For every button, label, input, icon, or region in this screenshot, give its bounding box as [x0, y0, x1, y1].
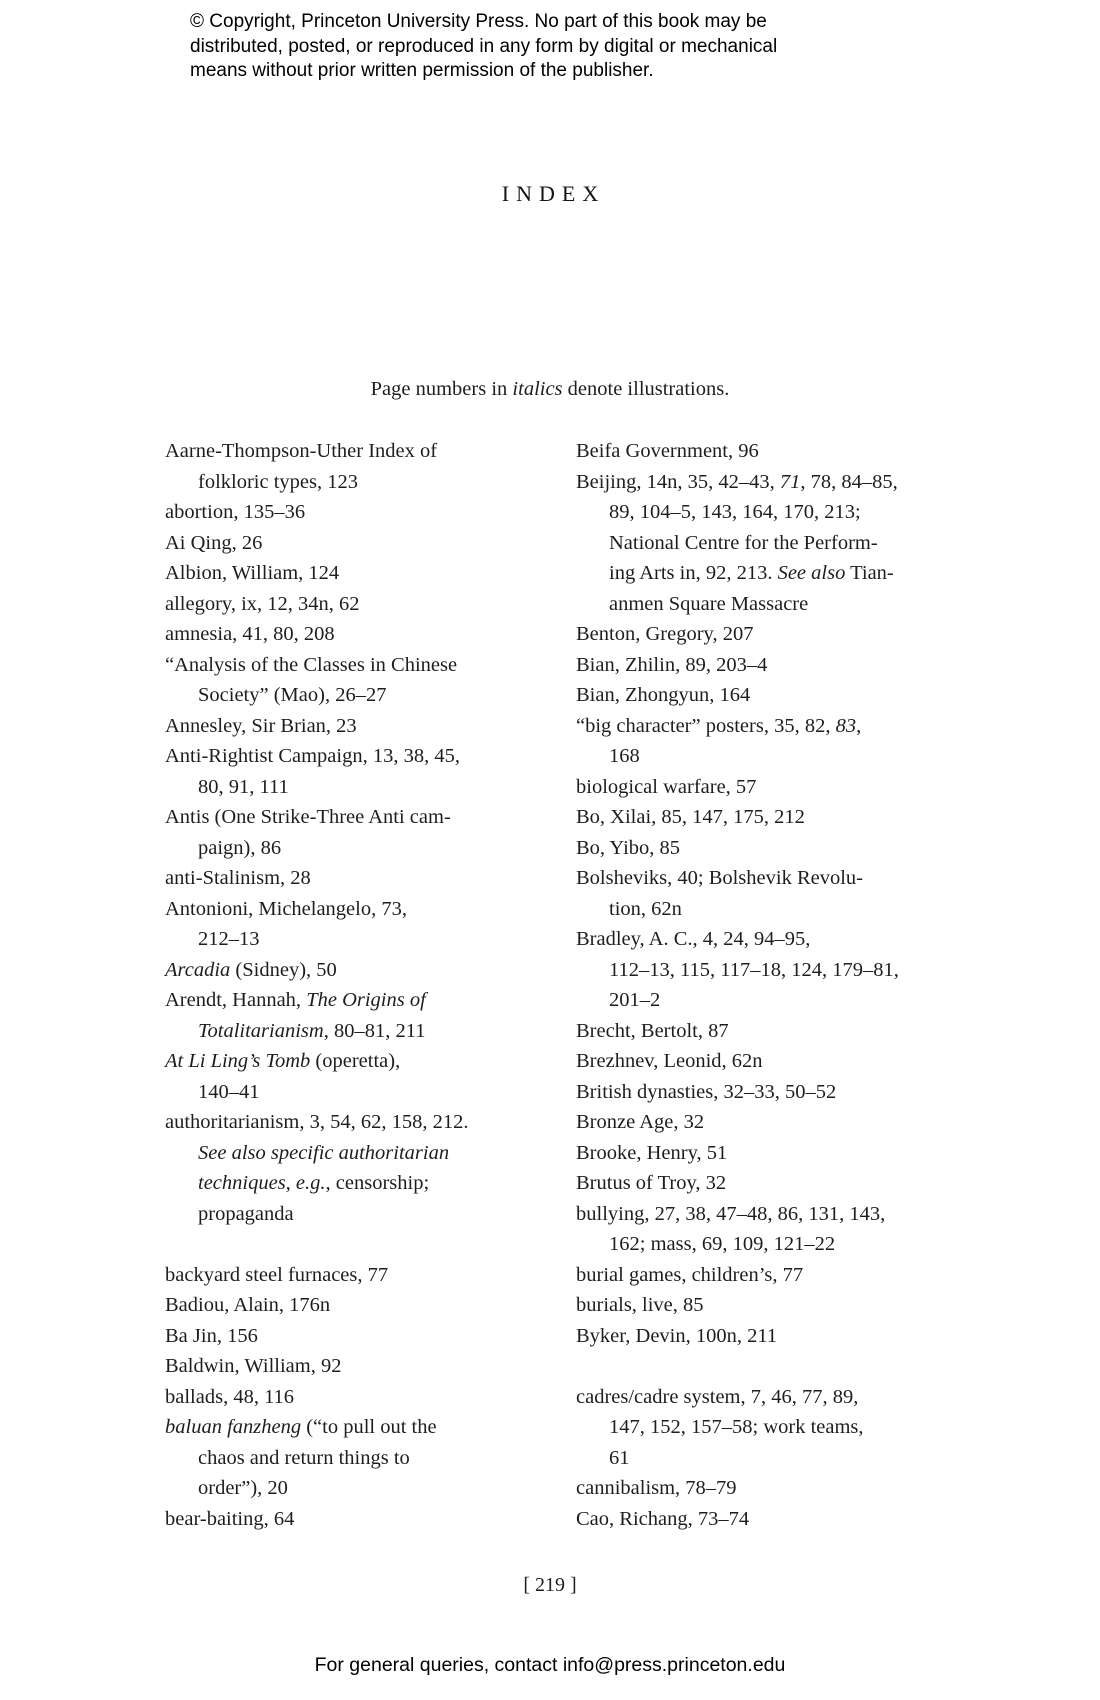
- index-line: [576, 833, 951, 864]
- index-line: [165, 1168, 525, 1199]
- index-text: National Centre for the Perform-: [609, 531, 878, 554]
- index-line: [165, 650, 525, 681]
- index-line: [576, 1168, 951, 1199]
- index-entry: [165, 1290, 525, 1321]
- index-entry: [165, 528, 525, 559]
- index-text: Society” (Mao), 26–27: [198, 684, 387, 706]
- italics-note: [0, 378, 1100, 401]
- index-text: , 78, 84–85,: [800, 470, 898, 493]
- index-line: [576, 863, 951, 894]
- index-line: [576, 650, 951, 681]
- index-text: cannibalism, 78–79: [576, 1477, 737, 1499]
- index-line: [576, 1229, 951, 1260]
- index-text: abortion, 135–36: [165, 501, 306, 523]
- index-text: Bolsheviks, 40; Bolshevik Revolu-: [576, 867, 863, 889]
- index-entry: [576, 1168, 951, 1199]
- index-entry: [165, 1382, 525, 1413]
- page-title: INDEX: [501, 181, 606, 206]
- index-line: [165, 955, 525, 986]
- index-italic-text: Arcadia: [165, 958, 231, 981]
- index-line: [576, 1412, 951, 1443]
- index-line: [576, 1138, 951, 1169]
- index-text: paign), 86: [198, 836, 282, 859]
- index-line: [165, 1199, 525, 1230]
- index-text: “Analysis of the Classes in Chinese: [165, 653, 458, 676]
- index-entry: [165, 558, 525, 589]
- index-line: [576, 1077, 951, 1108]
- index-entry: [576, 1016, 951, 1047]
- index-line: [576, 619, 951, 650]
- index-entry: [165, 802, 525, 863]
- index-text: order”), 20: [198, 1477, 288, 1499]
- index-line: [576, 802, 951, 833]
- index-line: [165, 1504, 525, 1535]
- index-text: 140–41: [198, 1080, 260, 1103]
- index-entry: [165, 650, 525, 711]
- index-text: tion, 62n: [609, 897, 682, 920]
- index-text: Arendt, Hannah,: [165, 989, 307, 1011]
- index-line: [576, 436, 951, 467]
- index-line: [576, 558, 951, 589]
- index-line: [165, 1443, 525, 1474]
- index-text: Anti-Rightist Campaign, 13, 38, 45,: [165, 745, 460, 767]
- index-line: [165, 863, 525, 894]
- index-text: biological warfare, 57: [576, 775, 757, 798]
- index-entry: [576, 772, 951, 803]
- index-text: 201–2: [609, 989, 661, 1011]
- index-entry: [576, 1138, 951, 1169]
- index-text: authoritarianism, 3, 54, 62, 158, 212.: [165, 1111, 469, 1133]
- index-text: Bian, Zhilin, 89, 203–4: [576, 653, 768, 676]
- index-entry: [165, 985, 525, 1046]
- index-text: chaos and return things to: [198, 1446, 410, 1469]
- copyright-notice: [190, 10, 870, 84]
- index-line: [165, 772, 525, 803]
- index-text: “big character” posters, 35, 82,: [576, 714, 836, 737]
- note-suffix: denote illustrations.: [562, 378, 730, 400]
- index-text: anmen Square Massacre: [609, 592, 809, 615]
- index-text: Albion, William, 124: [165, 562, 340, 584]
- index-text: Badiou, Alain, 176n: [165, 1294, 331, 1316]
- index-line: [165, 528, 525, 559]
- index-entry: [165, 1351, 525, 1382]
- index-column-left: [165, 436, 525, 1534]
- index-line: [165, 497, 525, 528]
- index-text: Bian, Zhongyun, 164: [576, 684, 751, 706]
- index-text: Byker, Devin, 100n, 211: [576, 1324, 778, 1347]
- index-entry: [165, 1260, 525, 1291]
- index-line: [576, 1443, 951, 1474]
- index-italic-text: 71: [779, 470, 801, 493]
- index-text: Benton, Gregory, 207: [576, 623, 754, 645]
- index-text: (Sidney), 50: [230, 958, 337, 981]
- index-entry: [576, 650, 951, 681]
- index-entry: [576, 619, 951, 650]
- index-line: [165, 589, 525, 620]
- index-text: censorship;: [330, 1172, 430, 1194]
- index-text: Brezhnev, Leonid, 62n: [576, 1050, 763, 1072]
- index-entry: [576, 1290, 951, 1321]
- index-italic-text: techniques, e.g.,: [198, 1172, 331, 1194]
- index-entry: [576, 1046, 951, 1077]
- index-entry: [165, 497, 525, 528]
- index-line: [576, 894, 951, 925]
- index-line: [576, 467, 951, 498]
- index-entry: [165, 436, 525, 497]
- index-line: [165, 1107, 525, 1138]
- index-line: [576, 1046, 951, 1077]
- index-text: 212–13: [198, 928, 260, 950]
- index-text: Antonioni, Michelangelo, 73,: [165, 897, 407, 920]
- index-entry: [576, 680, 951, 711]
- index-line: [165, 1290, 525, 1321]
- index-line: [576, 1016, 951, 1047]
- index-text: Bradley, A. C., 4, 24, 94–95,: [576, 928, 811, 950]
- index-italic-text: See also: [777, 562, 846, 584]
- index-text: (“to pull out the: [301, 1416, 437, 1438]
- index-entry: [165, 619, 525, 650]
- index-text: anti-Stalinism, 28: [165, 867, 311, 889]
- index-line: [165, 1077, 525, 1108]
- index-entry: [165, 1321, 525, 1352]
- index-entry: [576, 863, 951, 924]
- index-entry: [165, 1412, 525, 1504]
- index-line: [165, 619, 525, 650]
- index-text: Bronze Age, 32: [576, 1111, 705, 1133]
- index-line: [576, 680, 951, 711]
- index-text: Brecht, Bertolt, 87: [576, 1019, 729, 1042]
- index-line: [165, 1046, 525, 1077]
- index-entry: [165, 1504, 525, 1535]
- index-line: [165, 1351, 525, 1382]
- index-italic-text: baluan fanzheng: [165, 1416, 302, 1438]
- index-line: [576, 1504, 951, 1535]
- index-line: [165, 833, 525, 864]
- index-text: Antis (One Strike-Three Anti cam-: [165, 806, 451, 828]
- index-line: [576, 589, 951, 620]
- index-text: , 80–81, 211: [323, 1019, 426, 1042]
- index-text: burials, live, 85: [576, 1294, 704, 1316]
- index-text: Aarne-Thompson-Uther Index of: [165, 440, 438, 462]
- index-entry: [576, 1260, 951, 1291]
- index-entry: [576, 436, 951, 467]
- index-column-right: [576, 436, 951, 1534]
- index-text: folkloric types, 123: [198, 470, 358, 493]
- index-line: [165, 924, 525, 955]
- index-entry: [576, 1382, 951, 1474]
- page-number: [ 219 ]: [523, 1574, 577, 1596]
- index-text: ballads, 48, 116: [165, 1385, 295, 1408]
- index-text: Tian-: [845, 562, 894, 584]
- copyright-line: means without prior written permission of the publisher.: [190, 60, 654, 81]
- copyright-line: distributed, posted, or reproduced in any form by digital or mechanical: [190, 35, 778, 57]
- index-text: amnesia, 41, 80, 208: [165, 623, 335, 645]
- index-entry: [165, 894, 525, 955]
- index-text: (operetta),: [310, 1050, 401, 1072]
- index-text: Ba Jin, 156: [165, 1324, 258, 1347]
- index-line: [576, 711, 951, 742]
- index-text: Brooke, Henry, 51: [576, 1141, 728, 1164]
- index-entry: [576, 1321, 951, 1352]
- index-entry: [576, 802, 951, 833]
- index-line: [165, 1138, 525, 1169]
- index-line: [576, 1107, 951, 1138]
- index-italic-text: At Li Ling’s Tomb: [165, 1050, 311, 1072]
- index-line: [165, 558, 525, 589]
- index-text: Bo, Yibo, 85: [576, 836, 681, 859]
- index-line: [165, 711, 525, 742]
- index-line: [165, 1016, 525, 1047]
- index-italic-text: The Origins of: [306, 989, 426, 1011]
- index-entry: [165, 1046, 525, 1107]
- index-line: [165, 1260, 525, 1291]
- index-line: [165, 467, 525, 498]
- index-entry: [576, 711, 951, 772]
- index-text: Brutus of Troy, 32: [576, 1172, 727, 1194]
- index-line: [165, 802, 525, 833]
- index-entry: [165, 1107, 525, 1229]
- index-line: [576, 1321, 951, 1352]
- index-entry: [576, 833, 951, 864]
- index-line: [576, 741, 951, 772]
- index-entry: [165, 741, 525, 802]
- index-text: 80, 91, 111: [198, 775, 289, 798]
- index-text: bear-baiting, 64: [165, 1507, 295, 1530]
- index-text: Beifa Government, 96: [576, 440, 759, 462]
- index-entry: [576, 1077, 951, 1108]
- index-text: 89, 104–5, 143, 164, 170, 213;: [609, 501, 861, 523]
- index-line: [165, 741, 525, 772]
- index-line: [576, 985, 951, 1016]
- index-text: allegory, ix, 12, 34n, 62: [165, 592, 360, 615]
- index-text: Beijing, 14n, 35, 42–43,: [576, 470, 780, 493]
- index-text: bullying, 27, 38, 47–48, 86, 131, 143,: [576, 1202, 886, 1225]
- index-line: [576, 1260, 951, 1291]
- index-text: Bo, Xilai, 85, 147, 175, 212: [576, 806, 805, 828]
- index-text: British dynasties, 32–33, 50–52: [576, 1080, 837, 1103]
- index-italic-text: Totalitarianism: [198, 1019, 324, 1042]
- index-text: propaganda: [198, 1202, 294, 1225]
- index-line: [576, 772, 951, 803]
- index-line: [165, 985, 525, 1016]
- index-line: [165, 894, 525, 925]
- index-text: burial games, children’s, 77: [576, 1263, 804, 1286]
- index-text: backyard steel furnaces, 77: [165, 1263, 389, 1286]
- note-italic-word: italics: [512, 378, 563, 400]
- index-text: 112–13, 115, 117–18, 124, 179–81,: [609, 958, 899, 981]
- index-text: Ai Qing, 26: [165, 531, 263, 554]
- index-text: 168: [609, 745, 640, 767]
- index-entry: [165, 711, 525, 742]
- index-text: 162; mass, 69, 109, 121–22: [609, 1233, 836, 1255]
- index-line: [165, 680, 525, 711]
- copyright-line: © Copyright, Princeton University Press. No part of this book may be: [190, 11, 767, 32]
- index-line: [165, 1412, 525, 1443]
- index-line: [165, 1473, 525, 1504]
- index-text: 61: [609, 1446, 630, 1469]
- index-line: [576, 1473, 951, 1504]
- index-line: [165, 1321, 525, 1352]
- index-entry: [576, 924, 951, 1016]
- index-entry: [576, 1504, 951, 1535]
- index-line: [576, 1290, 951, 1321]
- index-italic-text: 83: [835, 714, 857, 737]
- index-text: Cao, Richang, 73–74: [576, 1507, 750, 1530]
- index-line: [576, 528, 951, 559]
- index-line: [576, 924, 951, 955]
- footer-contact: For general queries, contact info@press.princeton.edu: [314, 1654, 786, 1676]
- index-entry: [165, 589, 525, 620]
- index-entry: [165, 955, 525, 986]
- index-line: [165, 1382, 525, 1413]
- index-text: ing Arts in, 92, 213.: [609, 562, 778, 584]
- index-entry: [576, 1107, 951, 1138]
- index-text: 147, 152, 157–58; work teams,: [609, 1416, 864, 1438]
- index-entry: [576, 467, 951, 620]
- index-italic-text: See also specific authoritarian: [198, 1141, 450, 1164]
- index-line: [576, 955, 951, 986]
- index-text: cadres/cadre system, 7, 46, 77, 89,: [576, 1385, 859, 1408]
- index-line: [576, 1382, 951, 1413]
- index-line: [576, 497, 951, 528]
- index-line: [165, 436, 525, 467]
- index-entry: [576, 1473, 951, 1504]
- index-entry: [576, 1199, 951, 1260]
- index-text: Baldwin, William, 92: [165, 1355, 342, 1377]
- note-prefix: Page numbers in: [370, 378, 513, 400]
- index-text: ,: [856, 714, 862, 737]
- index-entry: [165, 863, 525, 894]
- index-line: [576, 1199, 951, 1230]
- index-text: Annesley, Sir Brian, 23: [165, 714, 357, 737]
